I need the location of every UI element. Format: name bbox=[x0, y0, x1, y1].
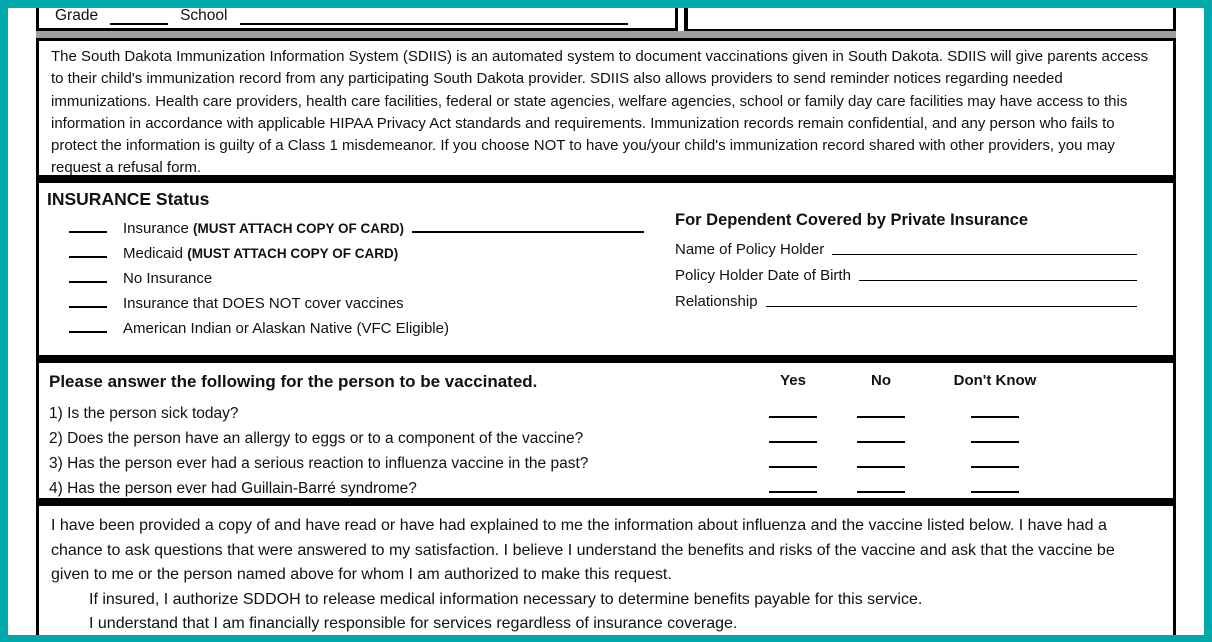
answer-dontknow-line[interactable] bbox=[971, 491, 1019, 493]
insurance-checkbox-line[interactable] bbox=[69, 331, 107, 333]
top-row bbox=[36, 8, 1176, 31]
answer-dontknow-line[interactable] bbox=[971, 441, 1019, 443]
column-header-dontknow: Don't Know bbox=[953, 372, 1037, 389]
top-right-box bbox=[684, 8, 1176, 31]
grade-line[interactable] bbox=[110, 13, 168, 25]
insurance-option-label: Medicaid (MUST ATTACH COPY OF CARD) bbox=[123, 245, 399, 262]
answer-dontknow-line[interactable] bbox=[971, 416, 1019, 418]
sdiis-info-section bbox=[36, 38, 1176, 178]
dependent-field-row bbox=[675, 232, 1137, 258]
column-header-yes: Yes bbox=[780, 372, 806, 389]
insurance-option-label: Insurance (MUST ATTACH COPY OF CARD) bbox=[123, 220, 405, 237]
sdiis-info-text: The South Dakota Immunization Information System (SDIIS) is an automated system to document vaccinations given in South Dakota. SDIIS will give parents access to their child's immunization record from any participating South Dakota provider. SDIIS also allows providers to send reminder notices regarding needed immunizations. Health care providers, health care facilities, federal or state agencies, welfare agencies, school or family day care facilities may have access to this information in accordance with applicable HIPAA Privacy Act standards and requirements. Immunization records remain confidential, and any person who fails to protect the information is guilty of a Class 1 misdemeanor. If you choose NOT to have you/your child's immunization record shared with other providers, you may request a refusal form. bbox=[51, 48, 1149, 177]
questions-header bbox=[39, 372, 1173, 398]
question-text: 4) Has the person ever had Guillain-Barré syndrome? bbox=[49, 480, 417, 497]
question-text: 2) Does the person have an allergy to eggs or to a component of the vaccine? bbox=[49, 430, 584, 447]
question-text: 1) Is the person sick today? bbox=[49, 405, 239, 422]
question-row bbox=[39, 448, 1173, 473]
column-header-no: No bbox=[871, 372, 891, 389]
policy-holder-name-label: Name of Policy Holder bbox=[675, 241, 825, 258]
policy-holder-dob-line[interactable] bbox=[859, 280, 1137, 281]
policy-holder-name-line[interactable] bbox=[832, 254, 1137, 255]
dependent-insurance-block bbox=[675, 211, 1137, 310]
relationship-line[interactable] bbox=[766, 306, 1137, 307]
form-sheet bbox=[8, 8, 1204, 635]
insurance-name-fill-line[interactable] bbox=[412, 231, 644, 233]
questions-section bbox=[36, 358, 1176, 501]
insurance-checkbox-line[interactable] bbox=[69, 231, 107, 233]
answer-no-line[interactable] bbox=[857, 441, 905, 443]
answer-no-line[interactable] bbox=[857, 416, 905, 418]
dependent-field-row bbox=[675, 284, 1137, 310]
insurance-checkbox-line[interactable] bbox=[69, 281, 107, 283]
insurance-section bbox=[36, 178, 1176, 358]
insurance-option-label: Insurance that DOES NOT cover vaccines bbox=[123, 295, 404, 312]
policy-holder-dob-label: Policy Holder Date of Birth bbox=[675, 267, 851, 284]
insurance-checkbox-line[interactable] bbox=[69, 256, 107, 258]
separator-bar bbox=[36, 31, 1176, 38]
grade-label: Grade bbox=[55, 8, 99, 24]
answer-no-line[interactable] bbox=[857, 491, 905, 493]
answer-no-line[interactable] bbox=[857, 466, 905, 468]
school-label: School bbox=[180, 8, 228, 24]
answer-yes-line[interactable] bbox=[769, 466, 817, 468]
insurance-option-row bbox=[39, 312, 1173, 337]
consent-insured-line: If insured, I authorize SDDOH to release medical information necessary to determine benefits payable for this service. bbox=[89, 590, 923, 608]
consent-section bbox=[36, 501, 1176, 635]
relationship-label: Relationship bbox=[675, 293, 758, 310]
consent-financial-line: I understand that I am financially responsible for services regardless of insurance coverage. bbox=[89, 615, 738, 632]
form-content bbox=[36, 8, 1176, 635]
answer-yes-line[interactable] bbox=[769, 441, 817, 443]
answer-yes-line[interactable] bbox=[769, 491, 817, 493]
answer-dontknow-line[interactable] bbox=[971, 466, 1019, 468]
answer-yes-line[interactable] bbox=[769, 416, 817, 418]
question-row bbox=[39, 423, 1173, 448]
insurance-option-label: American Indian or Alaskan Native (VFC Eligible) bbox=[123, 320, 449, 337]
question-text: 3) Has the person ever had a serious reaction to influenza vaccine in the past? bbox=[49, 455, 589, 472]
dependent-insurance-title: For Dependent Covered by Private Insurance bbox=[675, 211, 1029, 229]
insurance-title: INSURANCE Status bbox=[47, 189, 210, 209]
consent-paragraph: I have been provided a copy of and have read or have had explained to me the information about influenza and the vaccine listed below. I have had a chance to ask questions that were answered to my satisfaction. I believe I understand the benefits and risks of the vaccine and ask that the vaccine be given to me or the person named above for whom I am authorized to make this request. bbox=[51, 517, 1115, 583]
question-row bbox=[39, 473, 1173, 498]
questions-title: Please answer the following for the person to be vaccinated. bbox=[49, 372, 538, 391]
insurance-checkbox-line[interactable] bbox=[69, 306, 107, 308]
dependent-field-row bbox=[675, 258, 1137, 284]
question-row bbox=[39, 398, 1173, 423]
insurance-option-label: No Insurance bbox=[123, 270, 213, 287]
school-line[interactable] bbox=[240, 13, 628, 25]
grade-school-box bbox=[36, 8, 678, 31]
